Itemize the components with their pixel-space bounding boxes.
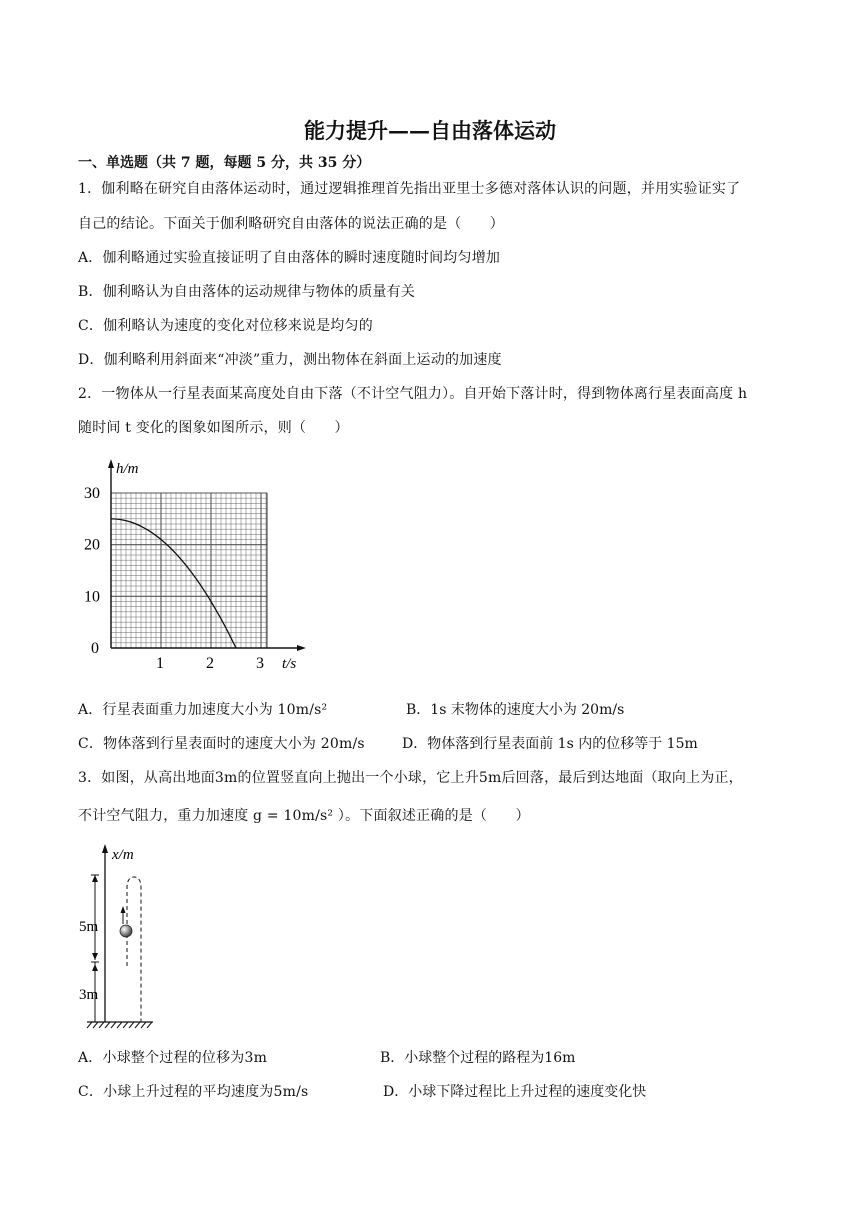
vertical-throw-diagram <box>75 842 165 1032</box>
q1-text-line1: 1．伽利略在研究自由落体运动时，通过逻辑推理首先指出亚里士多德对落体认识的问题，并用实验证实了 <box>78 181 741 197</box>
q1-text-line2: 自己的结论。下面关于伽利略研究自由落体的说法正确的是（ ） <box>78 216 504 232</box>
q2-option-b: B．1s 末物体的速度大小为 20m/s <box>406 702 625 718</box>
height-time-chart <box>70 455 320 677</box>
q3-text-line2: 不计空气阻力，重力加速度 g = 10m/s² ）。下面叙述正确的是（ ） <box>78 808 530 824</box>
diagram-lower-label: 3m <box>79 987 99 1003</box>
ball-icon <box>120 925 132 937</box>
chart-x-label: t/s <box>282 656 297 672</box>
q1-option-b: B．伽利略认为自由落体的运动规律与物体的质量有关 <box>78 284 416 300</box>
q3-text-line1: 3．如图，从高出地面3m的位置竖直向上抛出一个小球，它上升5m后回落，最后到达地面（取向上为正， <box>78 770 743 786</box>
q1-option-c: C．伽利略认为速度的变化对位移来说是均匀的 <box>78 318 373 334</box>
chart-x-tick-label: 2 <box>206 655 214 672</box>
chart-x-tick-label: 3 <box>256 655 264 672</box>
chart-x-tick-label: 1 <box>156 655 164 672</box>
q3-option-c: C．小球上升过程的平均速度为5m/s <box>78 1084 309 1100</box>
q2-option-d: D．物体落到行星表面前 1s 内的位移等于 15m <box>402 736 698 752</box>
chart-minor-grid <box>111 493 267 648</box>
q3-option-b: B．小球整个过程的路程为16m <box>380 1050 576 1066</box>
q2-text-line1: 2．一物体从一行星表面某高度处自由下落（不计空气阻力）。自开始下落计时，得到物体离行星表面高度 h <box>78 386 748 402</box>
q3-option-a: A．小球整个过程的位移为3m <box>78 1050 268 1066</box>
section-heading: 一、单选题（共 7 题，每题 5 分，共 35 分） <box>78 155 371 171</box>
chart-y-tick-label: 30 <box>84 485 100 502</box>
q1-option-a: A．伽利略通过实验直接证明了自由落体的瞬时速度随时间均匀增加 <box>78 250 501 266</box>
chart-y-label: h/m <box>116 461 139 477</box>
q2-option-a: A．行星表面重力加速度大小为 10m/s² <box>78 702 328 718</box>
page-title: 能力提升——自由落体运动 <box>304 118 556 143</box>
diagram-axis-label: x/m <box>112 847 134 863</box>
chart-y-tick-label: 20 <box>84 536 100 554</box>
q3-option-d: D．小球下降过程比上升过程的速度变化快 <box>383 1084 647 1100</box>
q2-option-c: C．物体落到行星表面时的速度大小为 20m/s <box>78 736 365 752</box>
chart-series-line <box>111 519 236 648</box>
diagram-upper-label: 5m <box>79 919 99 935</box>
q2-text-line2: 随时间 t 变化的图象如图所示，则（ ） <box>78 420 349 436</box>
chart-y-tick-label: 0 <box>91 640 99 657</box>
chart-y-tick-label: 10 <box>84 588 100 606</box>
q1-option-d: D．伽利略利用斜面来“冲淡”重力，测出物体在斜面上运动的加速度 <box>78 352 502 368</box>
